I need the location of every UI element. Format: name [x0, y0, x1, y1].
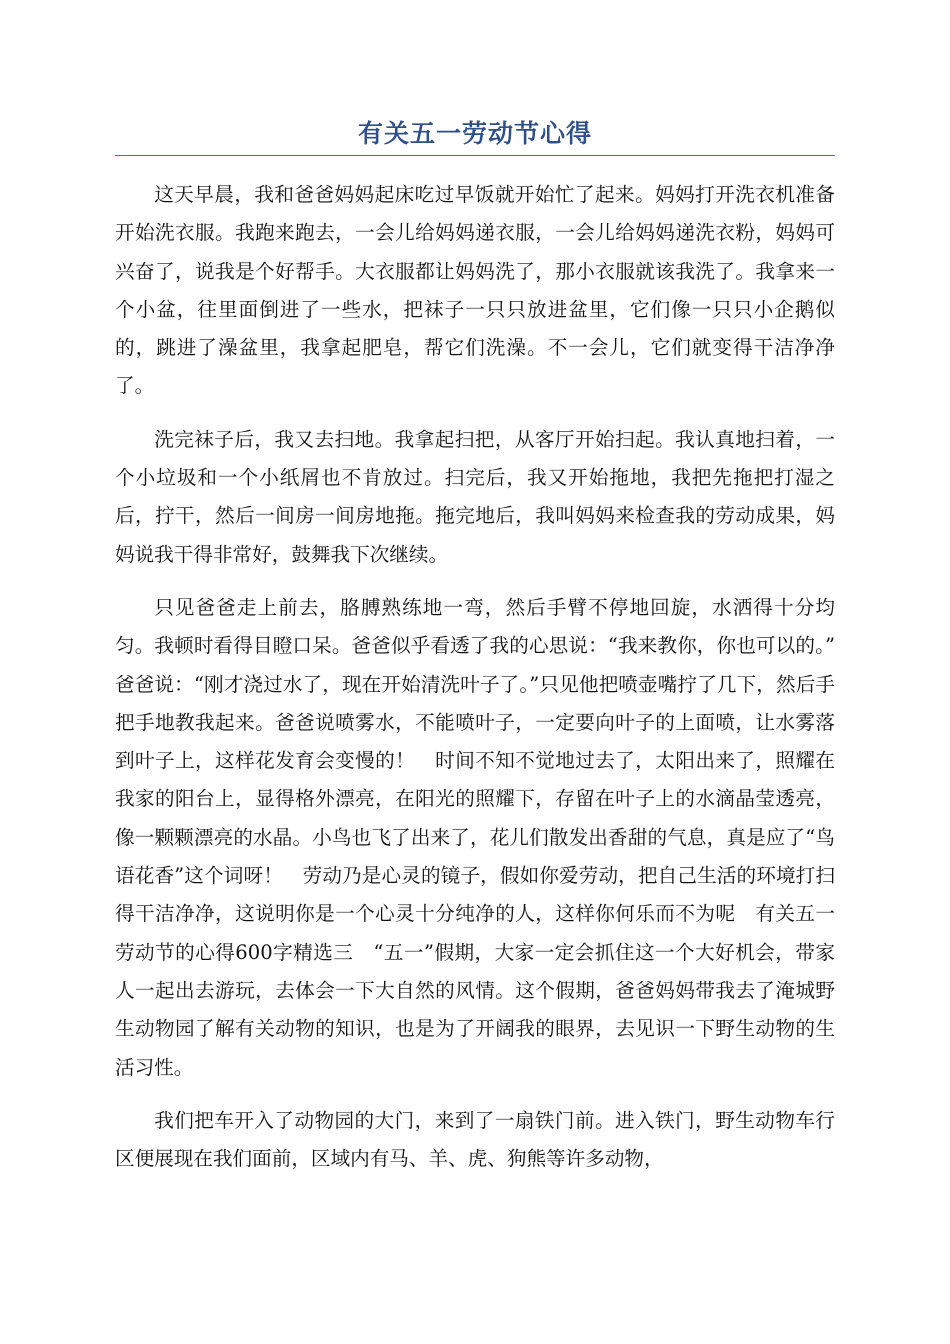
paragraph-3: 只见爸爸走上前去，胳膊熟练地一弯，然后手臂不停地回旋，水洒得十分均匀。我顿时看得目瞪口呆。爸爸似乎看透了我的心思说：“我来教你，你也可以的。” 爸爸说：“刚才浇过水了，现在开始清洗叶子了。”只见他把喷壶嘴拧了几下，然后手把手地教我起来。爸爸说喷雾水，不能喷叶子，一定要向叶子的上面喷，让水雾落到叶子上，这样花发育会变慢的！ 时间不知不觉地过去了，太阳出来了，照耀在我家的阳台上，显得格外漂亮，在阳光的照耀下，存留在叶子上的水滴晶莹透亮，像一颗颗漂亮的水晶。小鸟也飞了出来了，花儿们散发出香甜的气息，真是应了“鸟语花香”这个词呀！ 劳动乃是心灵的镜子，假如你爱劳动，把自己生活的环境打扫得干洁净净，这说明你是一个心灵十分纯净的人，这样你何乐而不为呢 有关五一劳动节的心得600字精选三 “五一”假期，大家一定会抓住这一个大好机会，带家人一起出去游玩，去体会一下大自然的风情。这个假期，爸爸妈妈带我去了淹城野生动物园了解有关动物的知识，也是为了开阔我的眼界，去见识一下野生动物的生活习性。 — [115, 595, 855, 1079]
paragraph-1: 这天早晨，我和爸爸妈妈起床吃过早饭就开始忙了起来。妈妈打开洗衣机准备开始洗衣服。我跑来跑去，一会儿给妈妈递衣服，一会儿给妈妈递洗衣粉，妈妈可兴奋了，说我是个好帮手。大衣服都让妈妈洗了，那小衣服就该我洗了。我拿来一个小盆，往里面倒进了一些水，把袜子一只只放进盆里，它们像一只只小企鹅似的，跳进了澡盆里，我拿起肥皂，帮它们洗澡。不一会儿，它们就变得干洁净净了。 — [115, 183, 835, 398]
paragraph-4: 我们把车开入了动物园的大门，来到了一扇铁门前。进入铁门，野生动物车行区便展现在我们面前，区域内有马、羊、虎、狗熊等许多动物， — [115, 1108, 835, 1171]
paragraph-2: 洗完袜子后，我又去扫地。我拿起扫把，从客厅开始扫起。我认真地扫着，一个小垃圾和一个小纸屑也不肯放过。扫完后，我又开始拖地，我把先拖把打湿之后，拧干，然后一间房一间房地拖。拖完地后，我叫妈妈来检查我的劳动成果，妈妈说我干得非常好，鼓舞我下次继续。 — [115, 427, 835, 566]
document-page — [115, 0, 855, 1178]
document-title: 有关五一劳动节心得 — [357, 119, 592, 148]
title-underline — [115, 155, 835, 156]
